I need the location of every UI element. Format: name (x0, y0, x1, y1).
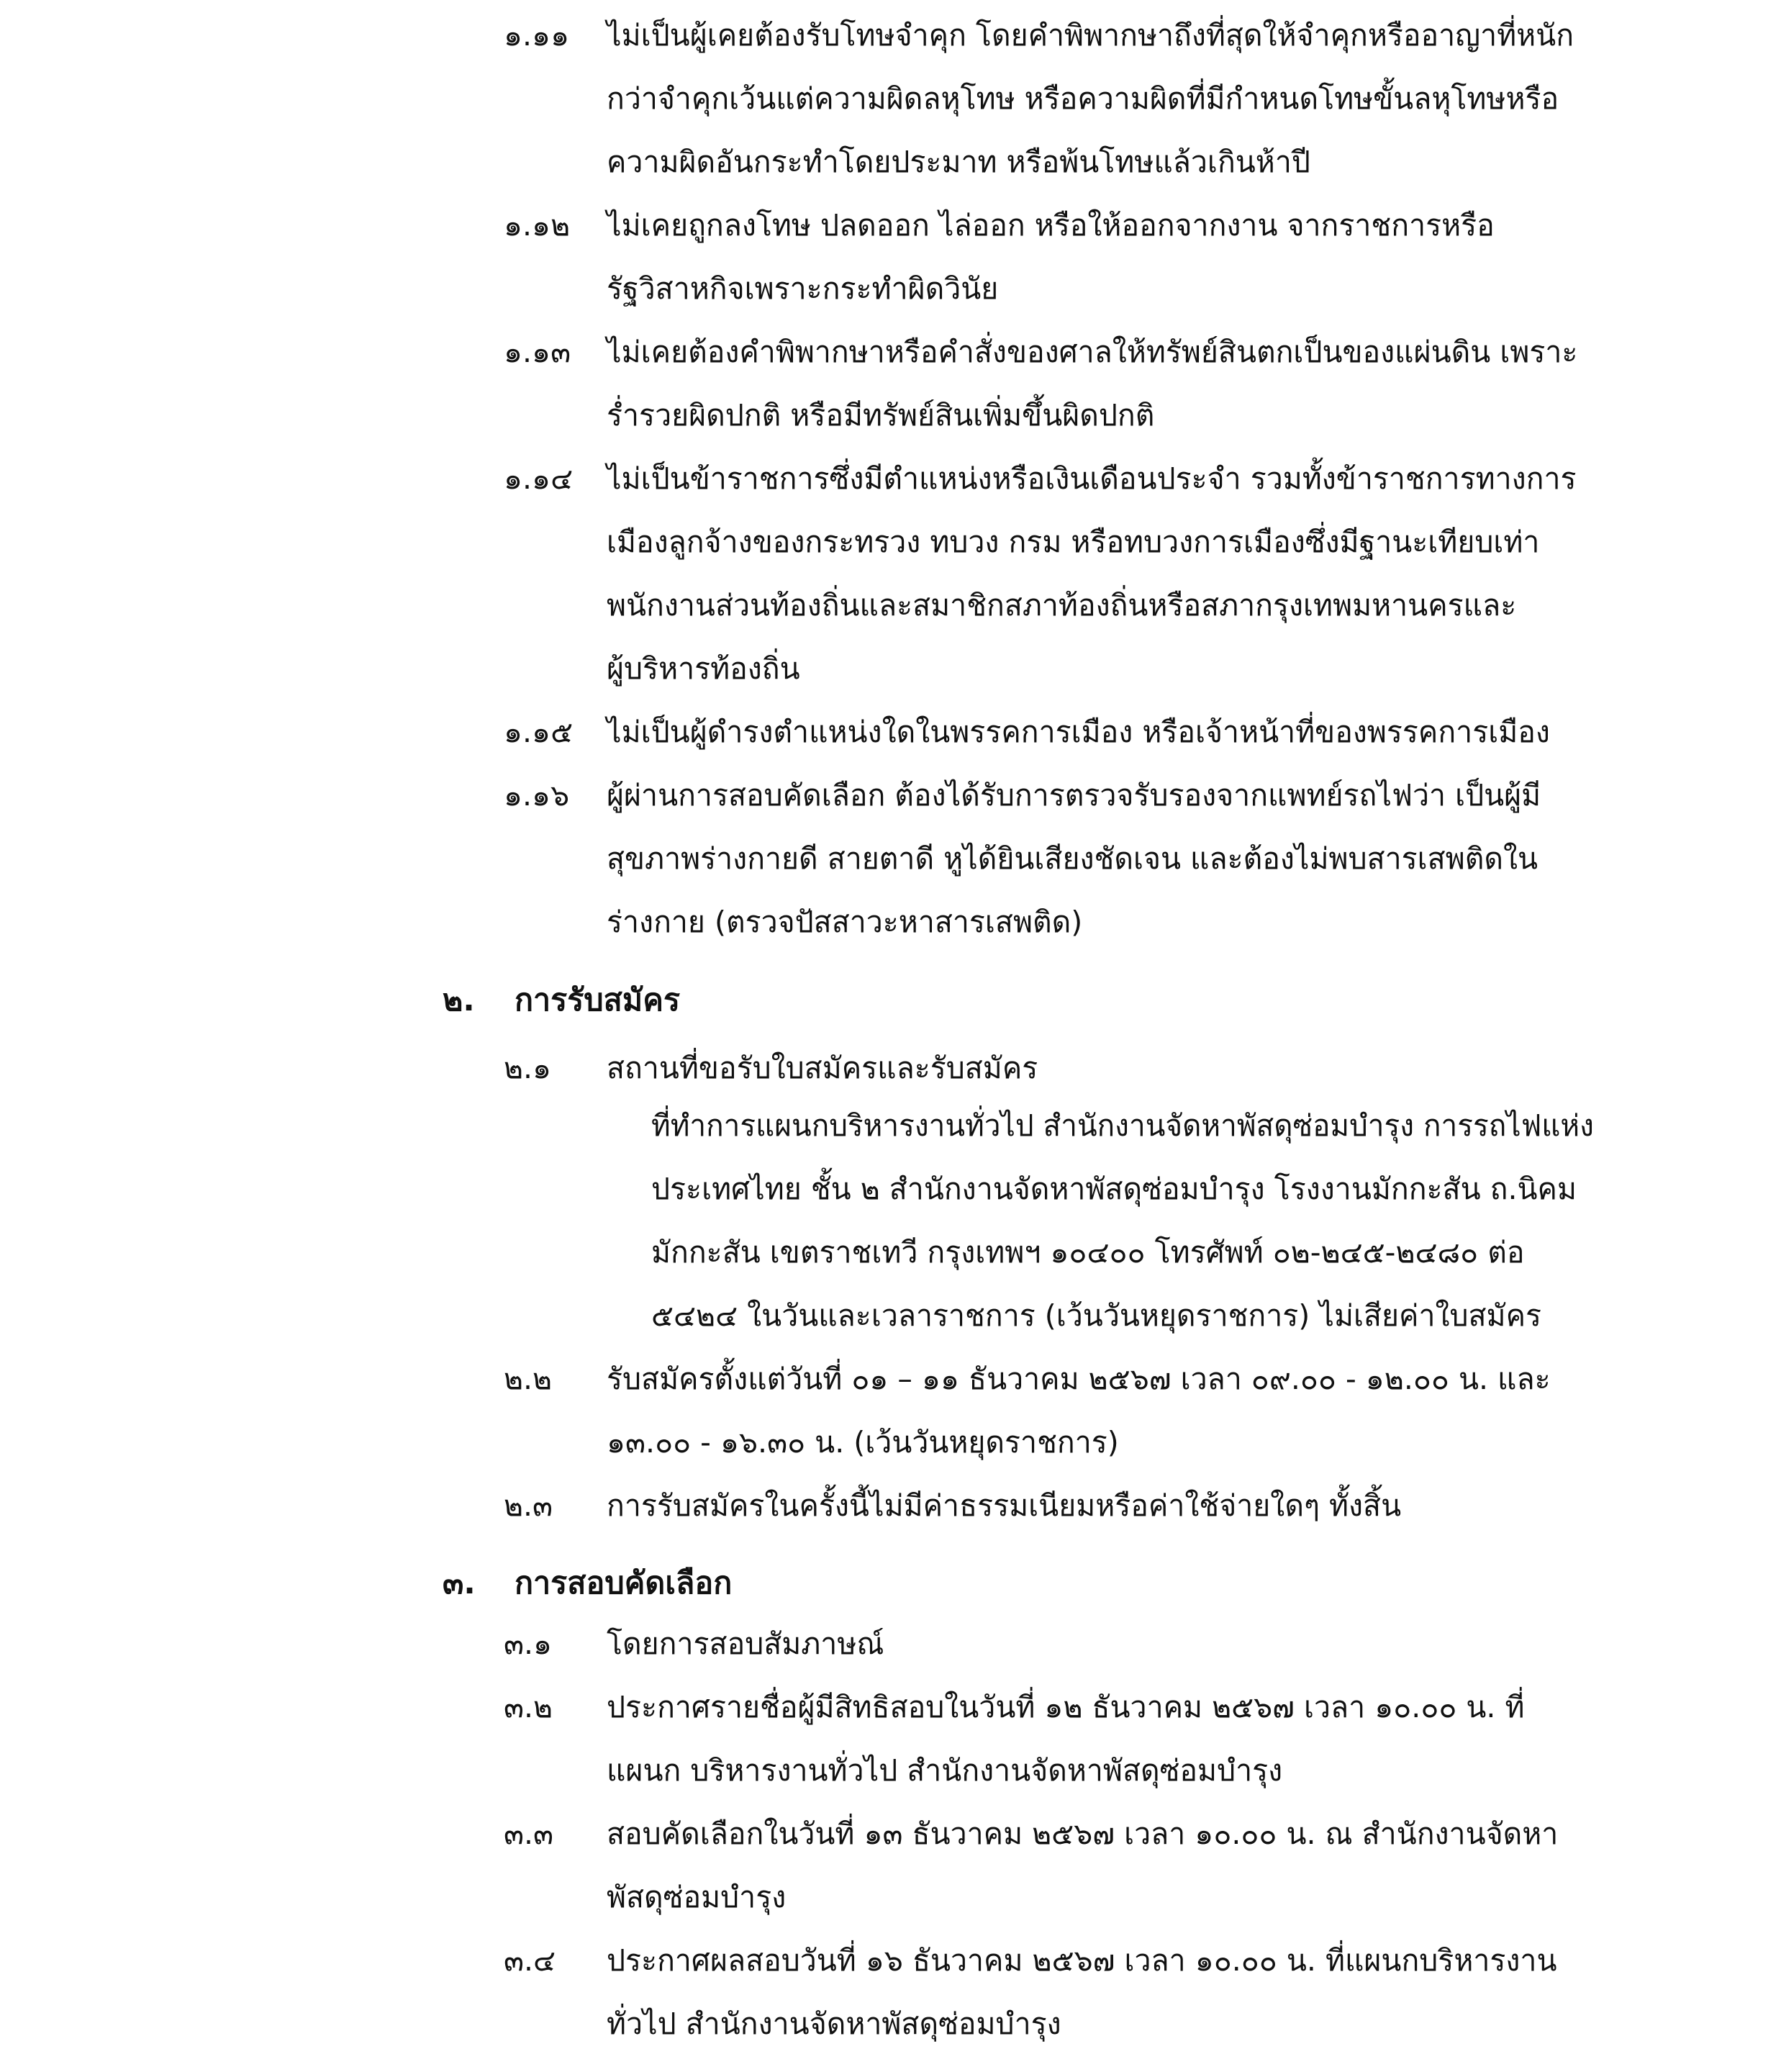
item-text-line: การรับสมัครในครั้งนี้ไม่มีค่าธรรมเนียมหรือค่าใช้จ่ายใดๆ ทั้งสิ้น (607, 1488, 1402, 1523)
item-number: ๓.๔ (504, 1943, 556, 1978)
item-text-line: ร่ำรวยผิดปกติ หรือมีทรัพย์สินเพิ่มขึ้นผิดปกติ (607, 398, 1155, 433)
item-text-line: ๕๔๒๔ ในวันและเวลาราชการ (เว้นวันหยุดราชการ) ไม่เสียค่าใบสมัคร (651, 1298, 1542, 1333)
item-text-line: สถานที่ขอรับใบสมัครและรับสมัคร (607, 1051, 1038, 1085)
item-text-line: พนักงานส่วนท้องถิ่นและสมาชิกสภาท้องถิ่นหรือสภากรุงเทพมหานครและ (607, 588, 1517, 623)
item-text-line: ผู้บริหารท้องถิ่น (607, 651, 800, 686)
item-number: ๓.๓ (504, 1817, 554, 1851)
item-number: ๒.๓ (504, 1488, 553, 1523)
section-title: การสอบคัดเลือก (515, 1565, 733, 1601)
item-text-line: เมืองลูกจ้างของกระทรวง ทบวง กรม หรือทบวงการเมืองซึ่งมีฐานะเทียบเท่า (607, 525, 1540, 559)
item-text-line: ที่ทำการแผนกบริหารงานทั่วไป สำนักงานจัดหาพัสดุซ่อมบำรุง การรถไฟแห่ง (651, 1108, 1594, 1143)
item-number: ๑.๑๒ (504, 208, 571, 243)
item-number: ๑.๑๖ (504, 778, 570, 813)
item-number: ๒.๑ (504, 1051, 552, 1085)
item-text-line: สอบคัดเลือกในวันที่ ๑๓ ธันวาคม ๒๕๖๗ เวลา ๑๐.๐๐ น. ณ สำนักงานจัดหา (607, 1817, 1559, 1851)
item-number: ๑.๑๕ (504, 715, 574, 749)
section-number: ๒. (443, 982, 475, 1018)
item-text-line: ผู้ผ่านการสอบคัดเลือก ต้องได้รับการตรวจรับรองจากแพทย์รถไฟว่า เป็นผู้มี (607, 778, 1541, 813)
item-text-line: กว่าจำคุกเว้นแต่ความผิดลหุโทษ หรือความผิดที่มีกำหนดโทษขั้นลหุโทษหรือ (607, 81, 1559, 116)
item-number: ๑.๑๔ (504, 461, 574, 496)
item-number: ๑.๑๓ (504, 335, 571, 369)
item-text-line: ทั่วไป สำนักงานจัดหาพัสดุซ่อมบำรุง (607, 2007, 1061, 2041)
section-title: การรับสมัคร (515, 982, 681, 1018)
item-text-line: ประกาศผลสอบวันที่ ๑๖ ธันวาคม ๒๕๖๗ เวลา ๑๐.๐๐ น. ที่แผนกบริหารงาน (607, 1943, 1557, 1978)
item-text-line: ไม่เป็นผู้ดำรงตำแหน่งใดในพรรคการเมือง หรือเจ้าหน้าที่ของพรรคการเมือง (607, 715, 1550, 749)
item-number: ๒.๒ (504, 1362, 553, 1396)
item-number: ๓.๒ (504, 1690, 553, 1724)
item-text-line: ไม่เป็นข้าราชการซึ่งมีตำแหน่งหรือเงินเดือนประจำ รวมทั้งข้าราชการทางการ (607, 461, 1577, 496)
section-number: ๓. (443, 1565, 476, 1601)
item-text-line: ไม่เคยถูกลงโทษ ปลดออก ไล่ออก หรือให้ออกจากงาน จากราชการหรือ (607, 208, 1495, 243)
item-text-line: ไม่เคยต้องคำพิพากษาหรือคำสั่งของศาลให้ทรัพย์สินตกเป็นของแผ่นดิน เพราะ (607, 335, 1578, 369)
item-text-line: มักกะสัน เขตราชเทวี กรุงเทพฯ ๑๐๔๐๐ โทรศัพท์ ๐๒-๒๔๕-๒๔๘๐ ต่อ (651, 1235, 1525, 1270)
item-number: ๓.๑ (504, 1627, 553, 1661)
item-text-line: โดยการสอบสัมภาษณ์ (607, 1627, 884, 1661)
item-text-line: สุขภาพร่างกายดี สายตาดี หูได้ยินเสียงชัดเจน และต้องไม่พบสารเสพติดใน (607, 841, 1538, 876)
item-text-line: ร่างกาย (ตรวจปัสสาวะหาสารเสพติด) (607, 905, 1083, 939)
item-text-line: ความผิดอันกระทำโดยประมาท หรือพ้นโทษแล้วเกินห้าปี (607, 145, 1310, 179)
item-number: ๑.๑๑ (504, 18, 570, 53)
item-text-line: ประกาศรายชื่อผู้มีสิทธิสอบในวันที่ ๑๒ ธันวาคม ๒๕๖๗ เวลา ๑๐.๐๐ น. ที่ (607, 1690, 1525, 1724)
item-text-line: รับสมัครตั้งแต่วันที่ ๐๑ – ๑๑ ธันวาคม ๒๕๖๗ เวลา ๐๙.๐๐ - ๑๒.๐๐ น. และ (607, 1362, 1551, 1396)
item-text-line: แผนก บริหารงานทั่วไป สำนักงานจัดหาพัสดุซ่อมบำรุง (607, 1753, 1283, 1788)
item-text-line: พัสดุซ่อมบำรุง (607, 1880, 787, 1914)
item-text-line: ๑๓.๐๐ - ๑๖.๓๐ น. (เว้นวันหยุดราชการ) (607, 1425, 1119, 1460)
item-text-line: ประเทศไทย ชั้น ๒ สำนักงานจัดหาพัสดุซ่อมบำรุง โรงงานมักกะสัน ถ.นิคม (651, 1172, 1577, 1206)
item-text-line: ไม่เป็นผู้เคยต้องรับโทษจำคุก โดยคำพิพากษาถึงที่สุดให้จำคุกหรืออาญาที่หนัก (607, 18, 1574, 53)
item-text-line: รัฐวิสาหกิจเพราะกระทำผิดวินัย (607, 271, 999, 306)
